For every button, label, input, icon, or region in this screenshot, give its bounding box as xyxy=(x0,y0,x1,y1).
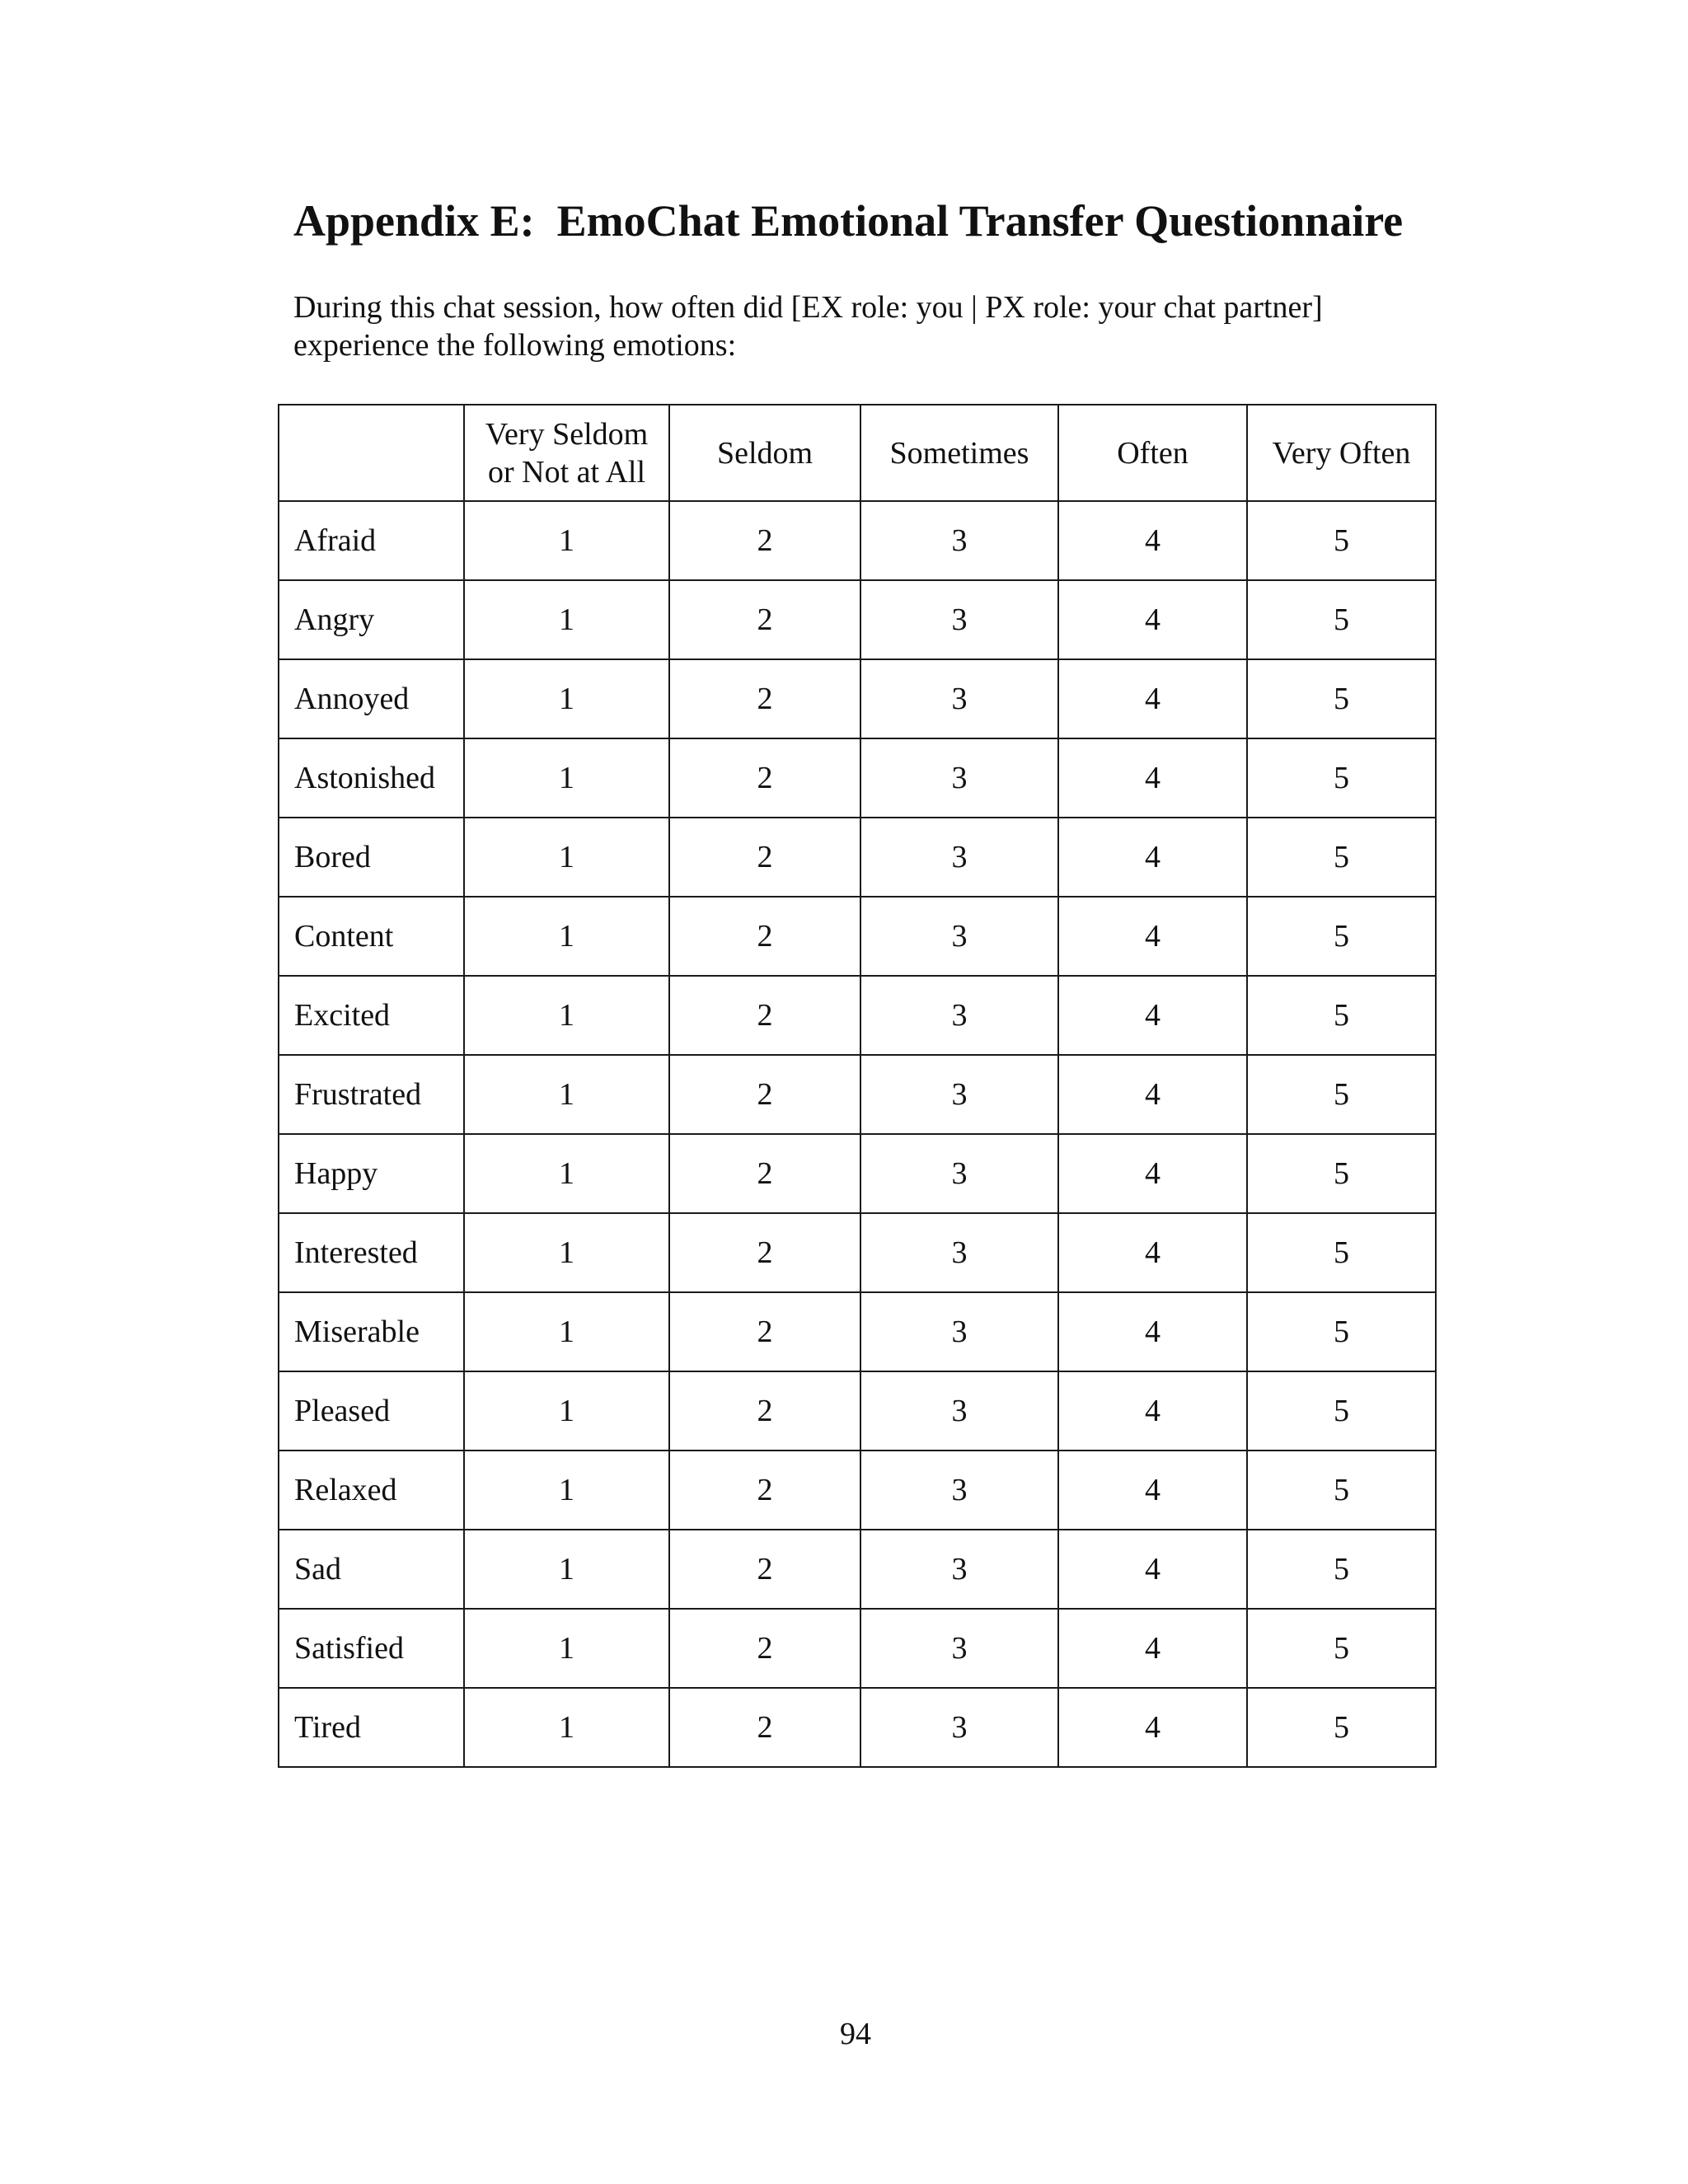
rating-cell[interactable]: 1 xyxy=(464,1451,669,1530)
rating-cell[interactable]: 5 xyxy=(1247,1451,1436,1530)
emotion-label-cell: Afraid xyxy=(279,501,464,580)
table-row xyxy=(279,1371,1436,1451)
rating-cell[interactable]: 3 xyxy=(860,738,1058,818)
rating-cell[interactable]: 2 xyxy=(669,897,860,976)
rating-cell[interactable]: 3 xyxy=(860,580,1058,659)
rating-cell[interactable]: 2 xyxy=(669,659,860,738)
rating-cell[interactable]: 5 xyxy=(1247,501,1436,580)
table-row xyxy=(279,501,1436,580)
rating-cell[interactable]: 4 xyxy=(1058,501,1247,580)
table-header-row xyxy=(279,405,1436,501)
table-row xyxy=(279,1292,1436,1371)
rating-cell[interactable]: 3 xyxy=(860,1609,1058,1688)
table-row xyxy=(279,976,1436,1055)
rating-cell[interactable]: 5 xyxy=(1247,1134,1436,1213)
emotion-label-cell: Excited xyxy=(279,976,464,1055)
rating-cell[interactable]: 4 xyxy=(1058,818,1247,897)
rating-cell[interactable]: 4 xyxy=(1058,1530,1247,1609)
table-row xyxy=(279,1688,1436,1767)
rating-cell[interactable]: 5 xyxy=(1247,976,1436,1055)
header-cell: Sometimes xyxy=(860,405,1058,501)
header-label-line: Very Seldom xyxy=(485,416,649,452)
rating-cell[interactable]: 5 xyxy=(1247,1371,1436,1451)
rating-cell[interactable]: 4 xyxy=(1058,1292,1247,1371)
rating-cell[interactable]: 4 xyxy=(1058,1134,1247,1213)
emotion-label-cell: Angry xyxy=(279,580,464,659)
emotion-label-cell: Happy xyxy=(279,1134,464,1213)
rating-cell[interactable]: 4 xyxy=(1058,1213,1247,1292)
table-row xyxy=(279,1530,1436,1609)
rating-cell[interactable]: 3 xyxy=(860,1055,1058,1134)
rating-cell[interactable]: 1 xyxy=(464,1609,669,1688)
header-corner-cell xyxy=(279,405,464,501)
rating-cell[interactable]: 1 xyxy=(464,897,669,976)
rating-cell[interactable]: 5 xyxy=(1247,1688,1436,1767)
rating-cell[interactable]: 4 xyxy=(1058,580,1247,659)
rating-cell[interactable]: 3 xyxy=(860,897,1058,976)
rating-cell[interactable]: 1 xyxy=(464,976,669,1055)
table-row xyxy=(279,1213,1436,1292)
rating-cell[interactable]: 4 xyxy=(1058,1688,1247,1767)
table-row xyxy=(279,1451,1436,1530)
rating-cell[interactable]: 5 xyxy=(1247,897,1436,976)
emotion-label-cell: Satisfied xyxy=(279,1609,464,1688)
rating-cell[interactable]: 1 xyxy=(464,818,669,897)
emotion-label-cell: Bored xyxy=(279,818,464,897)
table-body xyxy=(279,501,1436,1767)
rating-cell[interactable]: 3 xyxy=(860,1688,1058,1767)
table-row xyxy=(279,659,1436,738)
rating-cell[interactable]: 4 xyxy=(1058,1055,1247,1134)
table-row xyxy=(279,580,1436,659)
intro-line: experience the following emotions: xyxy=(293,328,737,363)
rating-cell[interactable]: 2 xyxy=(669,1371,860,1451)
rating-cell[interactable]: 5 xyxy=(1247,580,1436,659)
rating-cell[interactable]: 1 xyxy=(464,1371,669,1451)
rating-cell[interactable]: 2 xyxy=(669,1055,860,1134)
table-row xyxy=(279,897,1436,976)
emotion-label-cell: Frustrated xyxy=(279,1055,464,1134)
emotion-label-cell: Annoyed xyxy=(279,659,464,738)
rating-cell[interactable]: 2 xyxy=(669,818,860,897)
rating-cell[interactable]: 5 xyxy=(1247,1213,1436,1292)
rating-cell[interactable]: 4 xyxy=(1058,1609,1247,1688)
emotion-label-cell: Interested xyxy=(279,1213,464,1292)
rating-cell[interactable]: 5 xyxy=(1247,659,1436,738)
header-cell: Very Often xyxy=(1247,405,1436,501)
rating-cell[interactable]: 1 xyxy=(464,501,669,580)
table-row xyxy=(279,1609,1436,1688)
rating-cell[interactable]: 2 xyxy=(669,976,860,1055)
rating-cell[interactable]: 5 xyxy=(1247,1055,1436,1134)
rating-cell[interactable]: 5 xyxy=(1247,1609,1436,1688)
rating-cell[interactable]: 3 xyxy=(860,1292,1058,1371)
intro-paragraph xyxy=(293,288,1464,364)
rating-cell[interactable]: 3 xyxy=(860,1213,1058,1292)
header-cell xyxy=(464,405,669,501)
header-cell: Seldom xyxy=(669,405,860,501)
table-row xyxy=(279,1134,1436,1213)
rating-cell[interactable]: 3 xyxy=(860,659,1058,738)
rating-cell[interactable]: 2 xyxy=(669,1530,860,1609)
emotion-questionnaire-table xyxy=(278,404,1437,1768)
rating-cell[interactable]: 2 xyxy=(669,1292,860,1371)
page-title: Appendix E: EmoChat Emotional Transfer Questionnaire xyxy=(293,196,1404,246)
rating-cell[interactable]: 4 xyxy=(1058,1371,1247,1451)
rating-cell[interactable]: 3 xyxy=(860,1371,1058,1451)
rating-cell[interactable]: 5 xyxy=(1247,1530,1436,1609)
emotion-label-cell: Astonished xyxy=(279,738,464,818)
rating-cell[interactable]: 5 xyxy=(1247,738,1436,818)
rating-cell[interactable]: 1 xyxy=(464,1055,669,1134)
rating-cell[interactable]: 1 xyxy=(464,1292,669,1371)
rating-cell[interactable]: 1 xyxy=(464,580,669,659)
rating-cell[interactable]: 2 xyxy=(669,1609,860,1688)
emotion-label-cell: Miserable xyxy=(279,1292,464,1371)
rating-cell[interactable]: 2 xyxy=(669,1213,860,1292)
rating-cell[interactable]: 1 xyxy=(464,659,669,738)
rating-cell[interactable]: 3 xyxy=(860,818,1058,897)
rating-cell[interactable]: 2 xyxy=(669,738,860,818)
page-number: 94 xyxy=(840,2017,871,2051)
rating-cell[interactable]: 1 xyxy=(464,1688,669,1767)
table-row xyxy=(279,818,1436,897)
header-label-line: or Not at All xyxy=(487,454,646,490)
emotion-label-cell: Content xyxy=(279,897,464,976)
rating-cell[interactable]: 1 xyxy=(464,738,669,818)
rating-cell[interactable]: 4 xyxy=(1058,659,1247,738)
rating-cell[interactable]: 4 xyxy=(1058,738,1247,818)
rating-cell[interactable]: 2 xyxy=(669,1688,860,1767)
header-cell: Often xyxy=(1058,405,1247,501)
rating-cell[interactable]: 4 xyxy=(1058,897,1247,976)
rating-cell[interactable]: 4 xyxy=(1058,976,1247,1055)
rating-cell[interactable]: 4 xyxy=(1058,1451,1247,1530)
emotion-label-cell: Pleased xyxy=(279,1371,464,1451)
rating-cell[interactable]: 3 xyxy=(860,1134,1058,1213)
rating-cell[interactable]: 1 xyxy=(464,1530,669,1609)
rating-cell[interactable]: 5 xyxy=(1247,818,1436,897)
table-row xyxy=(279,738,1436,818)
rating-cell[interactable]: 2 xyxy=(669,1134,860,1213)
rating-cell[interactable]: 5 xyxy=(1247,1292,1436,1371)
rating-cell[interactable]: 1 xyxy=(464,1213,669,1292)
intro-line: During this chat session, how often did [EX role: you | PX role: your chat partner] xyxy=(293,290,1323,325)
rating-cell[interactable]: 3 xyxy=(860,1451,1058,1530)
rating-cell[interactable]: 2 xyxy=(669,501,860,580)
rating-cell[interactable]: 3 xyxy=(860,501,1058,580)
emotion-label-cell: Tired xyxy=(279,1688,464,1767)
rating-cell[interactable]: 2 xyxy=(669,1451,860,1530)
rating-cell[interactable]: 2 xyxy=(669,580,860,659)
table-row xyxy=(279,1055,1436,1134)
rating-cell[interactable]: 3 xyxy=(860,1530,1058,1609)
emotion-label-cell: Relaxed xyxy=(279,1451,464,1530)
emotion-label-cell: Sad xyxy=(279,1530,464,1609)
rating-cell[interactable]: 1 xyxy=(464,1134,669,1213)
rating-cell[interactable]: 3 xyxy=(860,976,1058,1055)
